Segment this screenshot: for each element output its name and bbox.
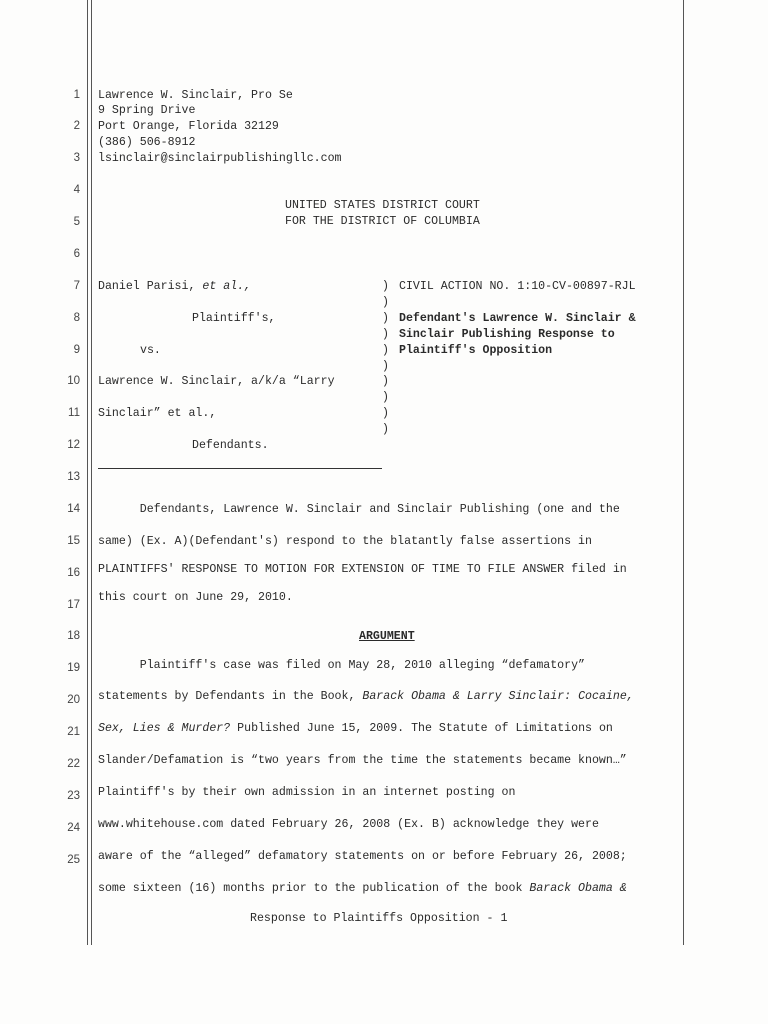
- plaintiff-name: [98, 280, 251, 294]
- civil-action-number: CIVIL ACTION NO. 1:10-CV-00897-RJL: [399, 280, 636, 293]
- caption-paren: ): [382, 360, 389, 373]
- body-text: some sixteen (16) months prior to the publication of the book: [98, 882, 530, 895]
- line-number: 1: [73, 89, 80, 101]
- body-line: [98, 882, 627, 896]
- document-title-line-1: Defendant's Lawrence W. Sinclair &: [399, 312, 636, 325]
- line-number: 24: [67, 822, 80, 834]
- caption-paren: ): [382, 312, 389, 325]
- body-line: PLAINTIFFS' RESPONSE TO MOTION FOR EXTENSION OF TIME TO FILE ANSWER filed in: [98, 563, 627, 576]
- line-number: 8: [73, 312, 80, 324]
- line-number: 17: [67, 599, 80, 611]
- book-title: Sex, Lies & Murder?: [98, 722, 231, 735]
- book-title: Barack Obama &: [529, 882, 627, 895]
- caption-paren: ): [382, 375, 389, 388]
- body-line: www.whitehouse.com dated February 26, 2008 (Ex. B) acknowledge they were: [98, 818, 599, 831]
- line-number: 25: [67, 854, 80, 866]
- header-city: Port Orange, Florida 32129: [98, 120, 279, 133]
- document-title-line-2: Sinclair Publishing Response to: [399, 328, 615, 341]
- header-name: Lawrence W. Sinclair, Pro Se: [98, 89, 293, 102]
- line-number: 11: [68, 407, 80, 419]
- caption-paren: ): [382, 344, 389, 357]
- header-street: 9 Spring Drive: [98, 104, 196, 117]
- defendant-name-line-2: Sinclair” et al.,: [98, 407, 217, 420]
- line-number: 15: [67, 535, 80, 547]
- line-number: 10: [67, 375, 80, 387]
- line-number: 3: [73, 152, 80, 164]
- body-text: statements by Defendants in the Book,: [98, 690, 363, 703]
- caption-paren: ): [382, 391, 389, 404]
- line-number: 12: [67, 439, 80, 451]
- line-number: 14: [67, 503, 80, 515]
- plaintiff-name-text: Daniel Parisi,: [98, 280, 196, 293]
- line-number: 4: [73, 184, 80, 196]
- body-line: Plaintiff's case was filed on May 28, 2010 alleging “defamatory”: [98, 659, 586, 672]
- body-line: [98, 690, 634, 704]
- section-heading: ARGUMENT: [359, 630, 415, 643]
- defendant-name-line-1: Lawrence W. Sinclair, a/k/a “Larry: [98, 375, 335, 388]
- defendant-role: Defendants.: [192, 439, 269, 452]
- court-line-2: FOR THE DISTRICT OF COLUMBIA: [285, 215, 480, 228]
- caption-paren: ): [382, 296, 389, 309]
- line-number: 2: [73, 120, 80, 132]
- body-line: Plaintiff's by their own admission in an internet posting on: [98, 786, 516, 799]
- body-text: Published June 15, 2009. The Statute of Limitations on: [230, 722, 613, 735]
- line-number: 13: [67, 471, 80, 483]
- line-number: 7: [73, 280, 80, 292]
- line-number: 5: [73, 216, 80, 228]
- body-line: Slander/Defamation is “two years from the time the statements became known…”: [98, 754, 627, 767]
- line-number: 18: [67, 630, 80, 642]
- caption-paren: ): [382, 407, 389, 420]
- caption-divider: [98, 468, 382, 469]
- versus: vs.: [140, 344, 161, 357]
- caption-paren: ): [382, 280, 389, 293]
- page-footer: Response to Plaintiffs Opposition - 1: [250, 912, 508, 925]
- line-number: 19: [67, 662, 80, 674]
- line-number: 6: [73, 248, 80, 260]
- line-number: 23: [67, 790, 80, 802]
- line-number: 9: [73, 344, 80, 356]
- line-number: 21: [67, 726, 80, 738]
- plaintiff-etal: et al.,: [202, 280, 252, 293]
- book-title: Barack Obama & Larry Sinclair: Cocaine,: [362, 690, 634, 703]
- court-line-1: UNITED STATES DISTRICT COURT: [285, 199, 480, 212]
- caption-paren: ): [382, 423, 389, 436]
- line-number: 22: [67, 758, 80, 770]
- line-number: 16: [67, 567, 80, 579]
- body-line: Defendants, Lawrence W. Sinclair and Sinclair Publishing (one and the: [98, 503, 620, 516]
- body-line: aware of the “alleged” defamatory statements on or before February 26, 2008;: [98, 850, 627, 863]
- left-margin-rule-1: [87, 0, 88, 945]
- right-margin-rule: [683, 0, 684, 945]
- caption-paren: ): [382, 328, 389, 341]
- header-phone: (386) 506-8912: [98, 136, 196, 149]
- left-margin-rule-2: [91, 0, 92, 945]
- line-number: 20: [67, 694, 80, 706]
- body-line: [98, 722, 613, 736]
- plaintiff-role: Plaintiff's,: [192, 312, 276, 325]
- body-line: same) (Ex. A)(Defendant's) respond to the blatantly false assertions in: [98, 535, 592, 548]
- document-title-line-3: Plaintiff's Opposition: [399, 344, 553, 357]
- body-line: this court on June 29, 2010.: [98, 591, 293, 604]
- header-email: lsinclair@sinclairpublishingllc.com: [98, 152, 342, 165]
